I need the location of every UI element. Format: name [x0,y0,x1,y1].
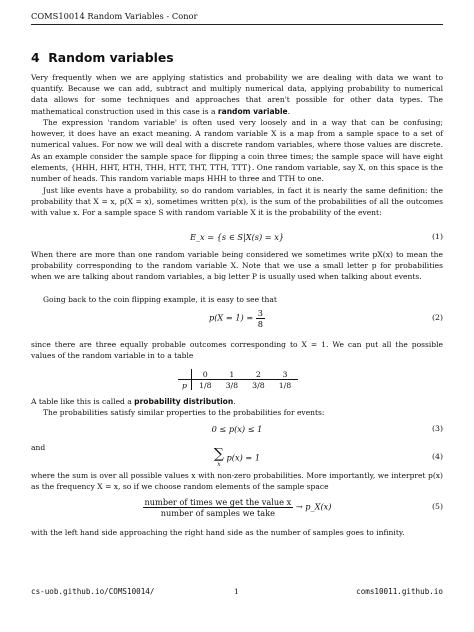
equation-2-lhs: p(X = 1) = [208,312,256,323]
equation-5 [31,497,443,518]
paragraph-and: and [31,443,46,452]
paragraph-notation: When there are more than one random variable being considered we sometimes write pX(x) to mean the probability corresponding to the random variable X. Note that we use a small letter p for probabilities when we are talking about random variables, a big letter P is usually used when talking about events. [31,250,443,282]
table-cell [178,369,192,380]
table-cell: 1/8 [278,380,292,390]
footer-left-link[interactable]: cs-uob.github.io/COMS10014/ [31,587,155,596]
paragraph-intro-text: Very frequently when we are applying statistics and probability we are dealing with data we want to quantify. Because we can add, subtract and multiply numerical data, applying probability to numerical data allows for some techniques and approaches that aren't possible for other data types. The mathematical construction used in this case is a [31,73,443,116]
running-header: COMS10014 Random Variables - Conor [31,11,198,21]
paragraph-probability: Just like events have a probability, so do random variables, in fact it is nearly the same definition: the probability that X = x, p(X = x), sometimes written p(x), is the sum of the probabilities of all the outcomes with value x. For a sample space S with random variable X it is the probability of the event: [31,186,443,218]
page-number: 1 [234,587,239,596]
paragraph-properties: The probabilities satisfy similar properties to the probabilities for events: [43,408,325,417]
term-random-variable: random variable [217,106,288,116]
equation-4-body: p(x) = 1 [226,452,261,463]
term-probability-distribution: probability distribution [134,397,234,406]
table-cell: 2 [245,369,272,380]
table-cell: 0 [192,369,219,380]
paragraph-coin-example: Going back to the coin flipping example, it is easy to see that [43,295,277,304]
table-cell: p [178,380,192,391]
section-number: 4 [31,50,40,65]
section-title: Random variables [48,50,174,65]
table-cell: 3/8 [225,380,239,390]
table-cell: 3/8 [252,380,265,390]
equation-1-body: E_x = {s ∈ S|X(s) = x} [189,232,285,242]
equation-1 [31,232,443,242]
paragraph-distribution [31,396,443,407]
frequency-fraction [143,497,294,518]
section-heading [31,50,174,65]
paragraph-limit: with the left hand side approaching the right hand side as the number of samples goes to infinity. [31,528,405,537]
paragraph-distribution-end: . [233,397,236,406]
probability-table [178,369,298,390]
equation-5-rhs: → p_X(x) [295,501,332,512]
fraction-denominator: 8 [257,319,264,329]
equation-2-number: (2) [431,313,443,322]
table-cell: 1/8 [199,380,212,390]
fraction-numerator: number of times we get the value x [144,497,292,507]
equation-3 [31,424,443,434]
fraction-three-eighths [256,308,265,329]
paragraph-frequency: where the sum is over all possible values x with non-zero probabilities. More importantly, we interpret p(x) as the frequency X = x, so if we choose random elements of the sample space [31,471,443,492]
equation-2 [31,308,443,329]
footer-right-link[interactable]: coms10011.github.io [356,587,443,596]
table-cell: 1 [219,369,246,380]
equation-1-number: (1) [431,232,443,241]
table-row [178,380,298,391]
table-cell: 3 [272,369,299,380]
sigma-symbol: ∑ [213,446,224,462]
summation [214,448,224,469]
equation-4 [31,448,443,469]
paragraph-distribution-text: A table like this is called a [31,397,135,406]
equation-3-number: (3) [431,424,443,433]
fraction-numerator: 3 [257,308,264,318]
fraction-denominator: number of samples we take [160,508,275,518]
equation-3-body: 0 ≤ p(x) ≤ 1 [211,424,263,434]
header-rule [31,24,443,25]
paragraph-table-intro: since there are three equally probable outcomes corresponding to X = 1. We can put all the possible values of the random variable in to a table [31,340,443,361]
paragraph-intro [31,72,443,117]
sigma-subscript: x [217,461,221,468]
table-row [178,369,298,380]
equation-5-number: (5) [431,502,443,511]
paragraph-intro-end: . [287,106,291,116]
equation-4-number: (4) [431,452,443,461]
paragraph-definition: The expression 'random variable' is often used very loosely and in a way that can be confusing; however, it does have an exact meaning. A random variable X is a map from a sample space to a set of numerical values. For now we will deal with a discrete random variables, where those values are discrete. As an example consider the sample space for flipping a coin three times; the sample space will have eight elements, {HHH, HHT, HTH, THH, HTT, THT, TTH, TTT}. One random variable, say X, on this space is the number of heads. This random variable maps HHH to three and TTH to one. [31,118,443,184]
